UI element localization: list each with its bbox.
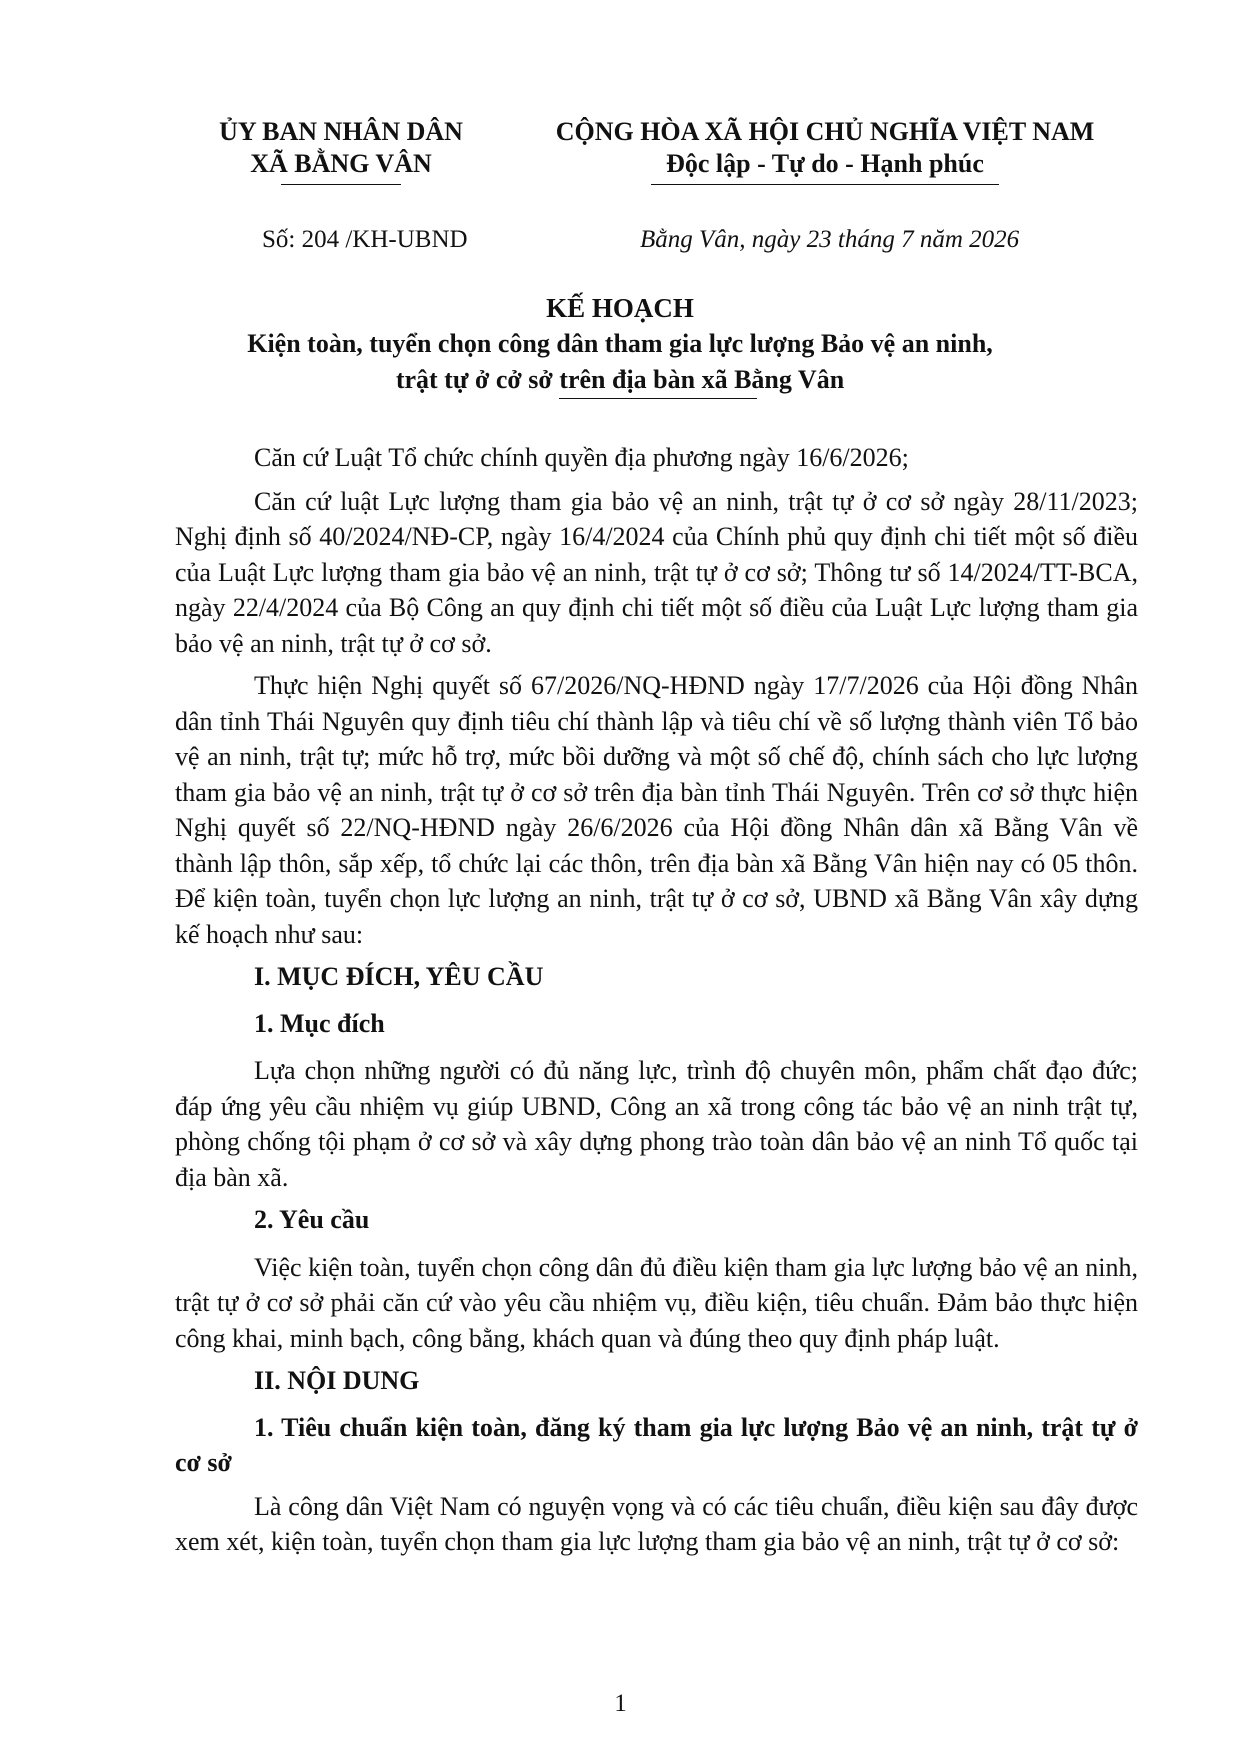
paragraph-purpose: Lựa chọn những người có đủ năng lực, trình độ chuyên môn, phẩm chất đạo đức; đáp ứng yêu cầu nhiệm vụ giúp UBND, Công an xã trong công tác bảo vệ an ninh trật tự, phòng chống tội phạm ở cơ sở và xây dựng phong trào toàn dân bảo vệ an ninh Tổ quốc tại địa bàn xã. [175,1056,1138,1192]
agency-name-line2: XÃ BẰNG VÂN [250,149,432,178]
republic-name: CỘNG HÒA XÃ HỘI CHỦ NGHĨA VIỆT NAM [555,117,1095,146]
motto-underline [651,184,999,185]
document-number: Số: 204 /KH-UBND [262,226,468,253]
title-line1: Kiện toàn, tuyển chọn công dân tham gia lực lượng Bảo vệ an ninh, [247,329,993,358]
title-underline [559,398,757,399]
section-heading-1: I. MỤC ĐÍCH, YÊU CẦU [254,962,544,991]
agency-header [196,116,486,185]
paragraph-criteria: Là công dân Việt Nam có nguyện vọng và có các tiêu chuẩn, điều kiện sau đây được xem xét, kiện toàn, tuyển chọn tham gia lực lượng tham gia bảo vệ an ninh, trật tự ở cơ sở: [175,1491,1138,1556]
page-number: 1 [614,1690,627,1717]
subsection-heading-requirements: 2. Yêu cầu [254,1205,370,1234]
paragraph-requirements: Việc kiện toàn, tuyển chọn công dân đủ điều kiện tham gia lực lượng bảo vệ an ninh, trật tự ở cơ sở phải căn cứ vào yêu cầu nhiệm vụ, điều kiện, tiêu chuẩn. Đảm bảo thực hiện công khai, minh bạch, công bằng, khách quan và đúng theo quy định pháp luật. [175,1252,1138,1353]
paragraph-legal-basis-2: Căn cứ luật Lực lượng tham gia bảo vệ an ninh, trật tự ở cơ sở ngày 28/11/2023; Nghị định số 40/2024/NĐ-CP, ngày 16/4/2024 của Chính phủ quy định chi tiết một số điều của Luật Lực lượng tham gia bảo vệ an ninh, trật tự ở cơ sở; Thông tư số 14/2024/TT-BCA, ngày 22/4/2024 của Bộ Công an quy định chi tiết một số điều của Luật Lực lượng tham gia bảo vệ an ninh, trật tự ở cơ sở. [175,486,1138,658]
subsection-heading-purpose: 1. Mục đích [254,1008,385,1038]
national-header [525,116,1125,185]
title-line2: trật tự ở cở sở trên địa bàn xã Bằng Vân [395,365,845,394]
section-heading-2: II. NỘI DUNG [254,1366,420,1395]
document-date: Bằng Vân, ngày 23 tháng 7 năm 2026 [640,226,1020,253]
subsection-heading-criteria: 1. Tiêu chuẩn kiện toàn, đăng ký tham gia lực lượng Bảo vệ an ninh, trật tự ở cơ sở [175,1412,1138,1477]
document-body [175,440,1138,1567]
paragraph-implementation: Thực hiện Nghị quyết số 67/2026/NQ-HĐND ngày 17/7/2026 của Hội đồng Nhân dân tỉnh Thái Nguyên quy định tiêu chí thành lập và tiêu chí về số lượng thành viên Tổ bảo vệ an ninh, trật tự; mức hỗ trợ, mức bồi dưỡng và một số chế độ, chính sách cho lực lượng tham gia bảo vệ an ninh, trật tự ở cơ sở trên địa bàn tỉnh Thái Nguyên. Trên cơ sở thực hiện Nghị quyết số 22/NQ-HĐND ngày 26/6/2026 của Hội đồng Nhân dân xã Bằng Vân về thành lập thôn, sắp xếp, tổ chức lại các thôn, trên địa bàn xã Bằng Vân hiện nay có 05 thôn. Để kiện toàn, tuyển chọn lực lượng an ninh, trật tự ở cơ sở, UBND xã Bằng Vân xây dựng kế hoạch như sau: [175,671,1138,949]
agency-name-line1: ỦY BAN NHÂN DÂN [219,117,463,146]
document-title [120,290,1120,399]
national-motto: Độc lập - Tự do - Hạnh phúc [666,149,984,178]
agency-underline [281,184,401,185]
paragraph-legal-basis-1: Căn cứ Luật Tổ chức chính quyền địa phương ngày 16/6/2026; [254,443,909,472]
title-main: KẾ HOẠCH [546,293,694,323]
